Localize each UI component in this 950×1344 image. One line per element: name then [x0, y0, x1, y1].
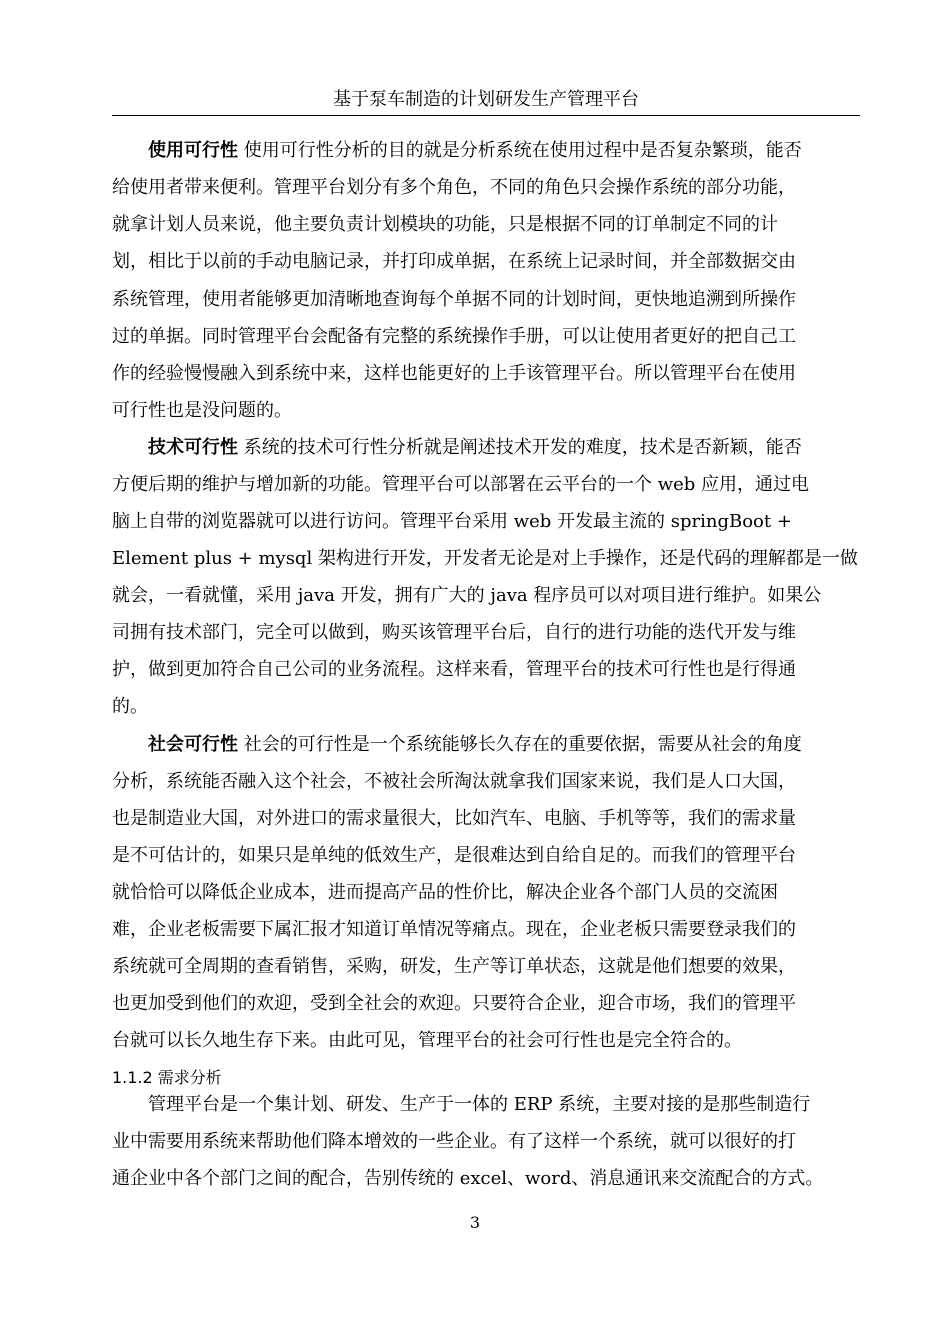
paragraph-line: 系统就可全周期的查看销售，采购，研发，生产等订单状态，这就是他们想要的效果， [112, 956, 796, 977]
paragraph-line: 台就可以长久地生存下来。由此可见，管理平台的社会可行性也是完全符合的。 [112, 1030, 742, 1051]
paragraph-line: 可行性也是没问题的。 [112, 400, 292, 421]
paragraph-line: 就恰恰可以降低企业成本，进而提高产品的性价比，解决企业各个部门人员的交流困 [112, 882, 778, 903]
paragraph-line: 社会可行性 社会的可行性是一个系统能够长久存在的重要依据，需要从社会的角度 [148, 734, 802, 755]
paragraph-line: 过的单据。同时管理平台会配备有完整的系统操作手册，可以让使用者更好的把自己工 [112, 326, 796, 347]
paragraph-line: 脑上自带的浏览器就可以进行访问。管理平台采用 web 开发最主流的 springBoot + [112, 511, 792, 532]
paragraph-line: 分析，系统能否融入这个社会，不被社会所淘汰就拿我们国家来说，我们是人口大国， [112, 771, 796, 792]
paragraph-line: 划，相比于以前的手动电脑记录，并打印成单据，在系统上记录时间，并全部数据交由 [112, 251, 796, 272]
paragraph-heading-usage: 使用可行性 [148, 140, 238, 161]
paragraph-heading-social: 社会可行性 [148, 734, 238, 755]
paragraph-line: 也更加受到他们的欢迎，受到全社会的欢迎。只要符合企业，迎合市场，我们的管理平 [112, 993, 796, 1014]
paragraph-line: 管理平台是一个集计划、研发、生产于一体的 ERP 系统，主要对接的是那些制造行 [148, 1094, 811, 1115]
paragraph-line: 业中需要用系统来帮助他们降本增效的一些企业。有了这样一个系统，就可以很好的打 [112, 1131, 796, 1152]
paragraph-line: 也是制造业大国，对外进口的需求量很大，比如汽车、电脑、手机等等，我们的需求量 [112, 808, 796, 829]
paragraph-line: 给使用者带来便利。管理平台划分有多个角色，不同的角色只会操作系统的部分功能， [112, 177, 796, 198]
paragraph-line: 是不可估计的，如果只是单纯的低效生产，是很难达到自给自足的。而我们的管理平台 [112, 845, 796, 866]
paragraph-line: Element plus + mysql 架构进行开发，开发者无论是对上手操作，还是代码的理解都是一做 [112, 548, 858, 569]
paragraph-line: 使用可行性 使用可行性分析的目的就是分析系统在使用过程中是否复杂繁琐，能否 [148, 140, 802, 161]
paragraph-heading-technical: 技术可行性 [148, 437, 238, 458]
paragraph-line: 系统管理，使用者能够更加清晰地查询每个单据不同的计划时间，更快地追溯到所操作 [112, 289, 796, 310]
paragraph-line: 就会，一看就懂，采用 java 开发，拥有广大的 java 程序员可以对项目进行维护。如果公 [112, 585, 822, 606]
paragraph-line: 技术可行性 系统的技术可行性分析就是阐述技术开发的难度，技术是否新颖，能否 [148, 437, 802, 458]
paragraph-line: 作的经验慢慢融入到系统中来，这样也能更好的上手该管理平台。所以管理平台在使用 [112, 363, 796, 384]
header-divider [112, 115, 860, 116]
paragraph-line: 方便后期的维护与增加新的功能。管理平台可以部署在云平台的一个 web 应用，通过电 [112, 474, 810, 495]
paragraph-line: 司拥有技术部门，完全可以做到，购买该管理平台后，自行的进行功能的迭代开发与维 [112, 622, 796, 643]
page-number: 3 [469, 1213, 481, 1232]
paragraph-line: 的。 [112, 696, 148, 717]
paragraph-line: 难，企业老板需要下属汇报才知道订单情况等痛点。现在，企业老板只需要登录我们的 [112, 919, 796, 940]
running-header: 基于泵车制造的计划研发生产管理平台 [333, 89, 639, 110]
paragraph-line: 通企业中各个部门之间的配合，告别传统的 excel、word、消息通讯来交流配合的方式。 [112, 1168, 824, 1189]
paragraph-line: 护，做到更加符合自己公司的业务流程。这样来看，管理平台的技术可行性也是行得通 [112, 659, 796, 680]
paragraph-line: 就拿计划人员来说，他主要负责计划模块的功能，只是根据不同的订单制定不同的计 [112, 214, 778, 235]
section-heading: 1.1.2 需求分析 [112, 1068, 222, 1087]
